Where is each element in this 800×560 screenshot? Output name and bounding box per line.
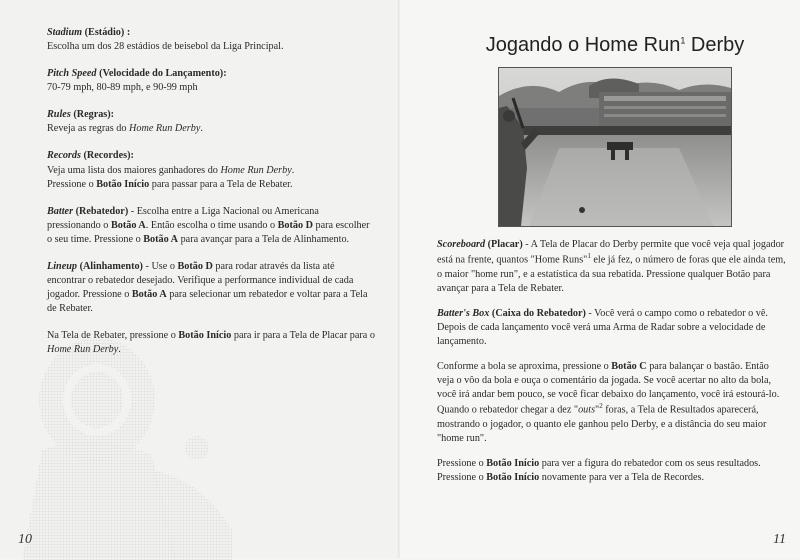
text-span: para rodar através da lista até encontrar o rebatedor desejado. Verifique a performance individual de cada jogador. Pressione o (47, 260, 354, 301)
button-name: Botão A (131, 289, 167, 301)
text-span: . (200, 123, 203, 135)
button-name: Botão Início (486, 457, 540, 469)
text-span: para selecionar um rebatedor e voltar para a Tela de Rebater. (47, 289, 368, 315)
text-span: para passar para a Tela de Rebater. (149, 178, 293, 190)
entry-translation: (Estádio) : (82, 27, 131, 38)
text-span: Conforme a bola se aproxima, pressione o (437, 360, 612, 372)
entry-pitch-speed (47, 67, 375, 95)
text-span: ele já fez, o número de foras que ele ainda tem, o maior "home run", e a estatística da sua rebatida. Pressione qualquer Botão para avançar para a Tela de Rebater. (437, 254, 786, 294)
entry-translation: (Alinhamento) (77, 260, 143, 272)
entry-term: Records (47, 150, 81, 162)
title-text: Jogando o Home Run (485, 34, 681, 56)
entry-term: Stadium (47, 27, 83, 38)
footnote-marker: 1 (680, 35, 686, 46)
entry-term: Lineup (47, 260, 78, 272)
text-span: para escolher o seu time. Pressione o (47, 219, 370, 245)
text-span: Pressione o (437, 457, 487, 469)
entry-translation: (Regras): (70, 109, 115, 121)
entry-term: Rules (47, 109, 71, 121)
entry-body: 70-79 mph, 80-89 mph, e 90-99 mph (47, 82, 198, 94)
title-text: Derby (685, 34, 745, 56)
footnote-marker: 2 (599, 402, 603, 411)
text-span: . (291, 164, 295, 176)
paragraph-end (437, 457, 787, 485)
italic-title: Home Run Derby (47, 344, 119, 356)
entry-term: Batter (47, 205, 74, 217)
button-name: Botão D (277, 219, 313, 231)
text-span: para ir para a Tela de Placar para o (231, 330, 375, 342)
right-page (400, 0, 800, 558)
button-name: Botão A (110, 219, 146, 231)
text-span: para balançar o bastão. Então veja o vôo da bola e ouça o comentário da jogada. Se você acertar no alto da bola, você irá andar bem pouco, se você ficar debaixo do lançamento, você irá estourá-lo. (437, 360, 780, 401)
text-span: novamente para ver a Tela de Recordes. (539, 471, 705, 483)
text-span: . (118, 344, 121, 356)
page-title (450, 34, 780, 57)
entry-lineup (47, 260, 375, 316)
button-name: Botão D (177, 260, 213, 272)
paragraph-outs (437, 402, 787, 446)
entry-body (47, 164, 375, 192)
entry-stadium (47, 26, 375, 54)
button-name: Botão Início (486, 471, 540, 483)
text-span: Pressione o (437, 471, 487, 483)
entry-term: Pitch Speed (47, 68, 97, 80)
entry-body (47, 260, 375, 316)
text-span: Reveja as regras do (47, 123, 130, 135)
paragraph-batters-box (437, 307, 787, 349)
text-span: . Então escolha o time usando o (145, 219, 278, 231)
entry-records (47, 149, 375, 191)
entry-body (47, 329, 375, 357)
entry-translation: (Recordes): (80, 150, 134, 162)
text-span: " (595, 404, 600, 416)
text-span: - Escolha entre a Liga Nacional ou Americana pressionando o (47, 205, 319, 231)
text-span: - Você verá o campo como o rebatedor o vê. Depois de cada lançamento você verá uma Arma de Radar sobre a velocidade de lançamento. (437, 307, 768, 347)
entry-body (47, 122, 375, 136)
entry-batter (47, 205, 375, 247)
page-number: 11 (773, 532, 786, 547)
entry-heading (47, 67, 375, 81)
italic-title: Home Run Derby (129, 123, 201, 135)
text-span: para avançar para a Tela de Alinhamento. (178, 233, 350, 245)
entry-term: Scoreboard (437, 239, 486, 250)
entry-rules (47, 108, 375, 136)
text-span: Veja uma lista dos maiores ganhadores do (47, 164, 221, 176)
text-span: Pressione o (47, 178, 97, 190)
italic-term: outs (578, 404, 596, 416)
entry-body (47, 205, 375, 247)
entry-translation: (Rebatedor) (73, 205, 129, 217)
text-span: foras, a Tela de Resultados aparecerá, mostrando o jogador, o quanto ele ganhou pelo Derby, e a distância do seu maior "home run". (437, 404, 767, 444)
text-span: para ver a figura do rebatedor com os seus resultados. (539, 457, 761, 469)
entry-translation: (Caixa do Rebatedor) (489, 307, 586, 319)
left-text-column (47, 26, 375, 370)
paragraph-scoreboard (437, 238, 787, 296)
button-name: Botão C (611, 360, 647, 372)
entry-translation: (Placar) (485, 239, 523, 250)
text-span: Quando o rebatedor chegar a dez " (437, 404, 579, 416)
entry-term: Batter's Box (437, 307, 490, 319)
entry-heading (47, 108, 375, 122)
entry-heading (47, 26, 375, 40)
text-span: - A Tela de Placar do Derby permite que você veja qual jogador está na frente, quantos "Home Runs" (437, 239, 785, 266)
entry-body: Escolha um dos 28 estádios de beisebol da Liga Principal. (47, 41, 284, 53)
entry-heading (47, 149, 375, 163)
text-span: Na Tela de Rebater, pressione o (47, 330, 179, 342)
button-name: Botão Início (178, 330, 232, 342)
left-page (0, 0, 400, 558)
stadium-batter-photo-icon (499, 68, 731, 226)
footnote-marker: 1 (587, 252, 591, 261)
entry-translation: (Velocidade do Lançamento): (96, 68, 227, 80)
right-text-column (437, 238, 787, 496)
italic-title: Home Run Derby (220, 164, 292, 176)
paragraph-swing (437, 360, 787, 402)
button-name: Botão Início (96, 178, 150, 190)
page-number: 10 (18, 532, 32, 547)
text-span: - Use o (142, 260, 178, 272)
button-name: Botão A (143, 233, 179, 245)
stadium-batter-photo (498, 67, 732, 227)
entry-final-note (47, 329, 375, 357)
